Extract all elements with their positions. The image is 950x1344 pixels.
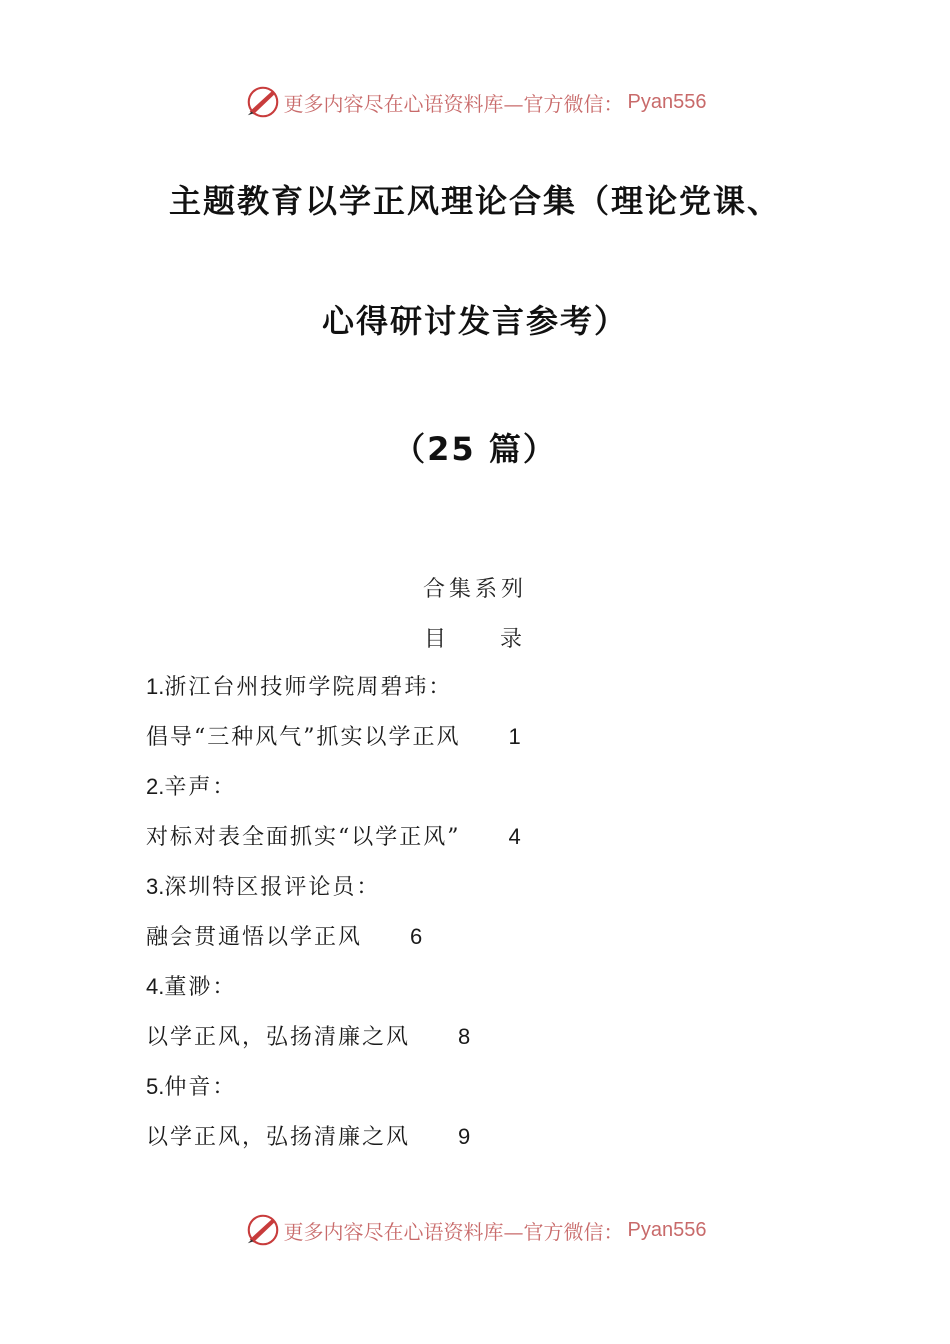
toc-heading-right: 录 <box>500 627 527 652</box>
pen-logo-icon <box>244 83 282 121</box>
toc-item-author: 5.仲音： <box>146 1074 237 1100</box>
banner-wechat-id: Pyan556 <box>627 90 707 113</box>
pen-logo-icon <box>244 1211 282 1249</box>
toc-item-author: 4.董渺： <box>146 974 237 1000</box>
toc-heading-left: 目 <box>423 627 450 652</box>
toc-list <box>146 668 846 1168</box>
toc-item-author: 3.深圳特区报评论员： <box>146 874 381 900</box>
toc-page-number: 1 <box>508 724 521 749</box>
toc-item-title[interactable]: 融会贯通悟以学正风 6 <box>146 918 846 968</box>
doc-title-line1: 主题教育以学正风理论合集（理论党课、 <box>168 182 781 220</box>
banner-wechat-id: Pyan556 <box>627 1218 707 1241</box>
series-label: 合集系列 <box>422 577 527 602</box>
toc-item-title[interactable]: 对标对表全面抓实“以学正风” 4 <box>146 818 846 868</box>
banner-text: 更多内容尽在心语资料库—官方微信： <box>283 1219 624 1244</box>
doc-title-count: （25 篇） <box>393 430 557 468</box>
toc-page-number: 8 <box>458 1024 471 1049</box>
toc-item-author: 2.辛声： <box>146 774 237 800</box>
toc-item-title[interactable]: 倡导“三种风气”抓实以学正风 1 <box>146 718 846 768</box>
header-banner <box>0 80 950 124</box>
toc-page-number: 9 <box>458 1124 471 1149</box>
toc-heading <box>0 622 950 653</box>
doc-title-line2: 心得研讨发言参考） <box>321 302 628 340</box>
toc-item-author: 1.浙江台州技师学院周碧玮： <box>146 674 453 700</box>
toc-item-title[interactable]: 以学正风，弘扬清廉之风 9 <box>146 1118 846 1168</box>
toc-page-number: 4 <box>508 824 521 849</box>
toc-page-number: 6 <box>410 924 423 949</box>
toc-item-title[interactable]: 以学正风，弘扬清廉之风 8 <box>146 1018 846 1068</box>
banner-text: 更多内容尽在心语资料库—官方微信： <box>283 91 624 116</box>
footer-banner <box>0 1208 950 1252</box>
